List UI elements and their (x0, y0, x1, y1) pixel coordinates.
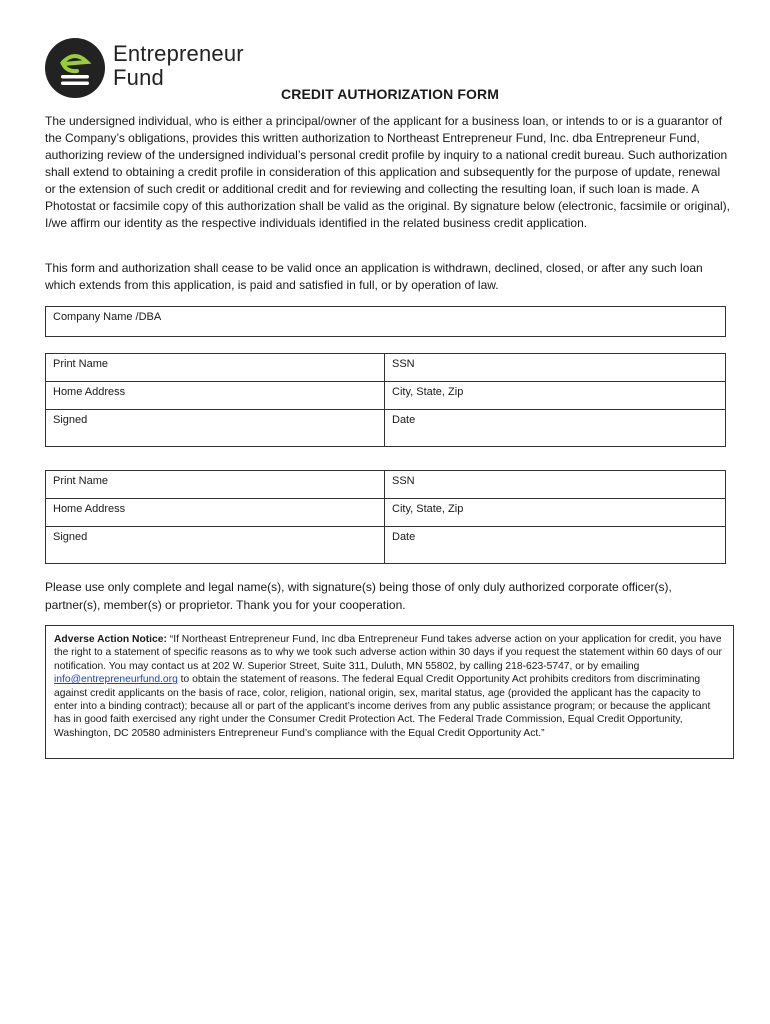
signer-2-print-name-field[interactable] (46, 471, 385, 498)
notice-text-before-email: “If Northeast Entrepreneur Fund, Inc dba Entrepreneur Fund takes adverse action on your application for credit, you have the right to a statement of specific reasons as to why we took such adverse action within 30 days if you request the statement within 60 days of our notification. You may contact us at 202 W. Superior Street, Suite 311, Duluth, MN 55802, by calling 218-623-5747, or by emailing (54, 634, 722, 672)
signer-2-date-field[interactable] (385, 527, 725, 563)
signer-2-table (45, 470, 726, 564)
signer-1-address-row (46, 381, 725, 409)
signed-label: Signed (53, 531, 88, 543)
signer-1-date-field[interactable] (385, 410, 725, 446)
signer-2-city-state-zip-field[interactable] (385, 499, 725, 526)
date-label: Date (392, 531, 416, 543)
city-state-zip-label: City, State, Zip (392, 386, 464, 398)
print-name-label: Print Name (53, 475, 109, 487)
signer-1-table (45, 353, 726, 447)
validity-paragraph: This form and authorization shall cease to be valid once an application is withdrawn, declined, closed, or after any such loan which extends from this application, is paid and satisfied in full, or by operation of law. (45, 261, 703, 292)
logo-wordmark (113, 42, 244, 90)
signer-2-name-row (46, 471, 725, 498)
signed-label: Signed (53, 414, 88, 426)
signer-2-address-row (46, 498, 725, 526)
ssn-label: SSN (392, 475, 415, 487)
home-address-label: Home Address (53, 503, 126, 515)
notice-text-after-email: to obtain the statement of reasons. The federal Equal Credit Opportunity Act prohibits creditors from discriminating against credit applicants on the basis of race, color, religion, national origin, sex, marital status, age (provided the applicant has the capacity to enter into a binding contract); because all or part of the applicant’s income derives from any public assistance program; or because the applicant has in good faith exercised any right under the Consumer Credit Protection Act. The Federal Trade Commission, Equal Credit Opportunity, Washington, DC 20580 administers Entrepreneur Fund’s compliance with the Equal Credit Opportunity Act.” (54, 674, 711, 739)
signer-2-ssn-field[interactable] (385, 471, 725, 498)
signer-1-home-address-field[interactable] (46, 382, 385, 409)
instructions-paragraph: Please use only complete and legal name(s), with signature(s) being those of only duly authorized corporate officer(s), partner(s), member(s) or proprietor. Thank you for your cooperation. (45, 580, 672, 612)
logo-line-1: Entrepreneur (113, 41, 244, 66)
ssn-label: SSN (392, 358, 415, 370)
print-name-label: Print Name (53, 358, 109, 370)
city-state-zip-label: City, State, Zip (392, 503, 464, 515)
signer-1-signed-field[interactable] (46, 410, 385, 446)
signer-1-signature-row (46, 409, 725, 446)
date-label: Date (392, 414, 416, 426)
signer-2-home-address-field[interactable] (46, 499, 385, 526)
notice-email-link[interactable]: info@entrepreneurfund.org (54, 674, 178, 686)
company-name-label: Company Name /DBA (53, 311, 162, 323)
signer-2-signature-row (46, 526, 725, 563)
intro-paragraph: The undersigned individual, who is either a principal/owner of the applicant for a business loan, or intends to or is a guarantor of the Company’s obligations, provides this written authorization to Northeast Entrepreneur Fund, Inc. dba Entrepreneur Fund, authorizing review of the undersigned individual’s personal credit profile by inquiry to a national credit bureau. Such authorization shall extend to obtaining a credit profile in consideration of this application and subsequently for the purpose of update, renewal or the extension of such credit or additional credit and for reviewing and collecting the resulting loan, if such loan is made. A Photostat or facsimile copy of this authorization shall be valid as the original. By signature below (electronic, facsimile or original), I/we affirm our identity as the respective individuals identified in the related business credit application. (45, 114, 730, 230)
signer-2-signed-field[interactable] (46, 527, 385, 563)
company-name-field[interactable] (45, 306, 726, 337)
adverse-action-notice (45, 625, 734, 759)
signer-1-print-name-field[interactable] (46, 354, 385, 381)
signer-1-city-state-zip-field[interactable] (385, 382, 725, 409)
notice-heading: Adverse Action Notice: (54, 634, 167, 645)
logo-line-2: Fund (113, 65, 164, 90)
signer-1-name-row (46, 354, 725, 381)
form-title: CREDIT AUTHORIZATION FORM (281, 86, 499, 102)
home-address-label: Home Address (53, 386, 126, 398)
signer-1-ssn-field[interactable] (385, 354, 725, 381)
